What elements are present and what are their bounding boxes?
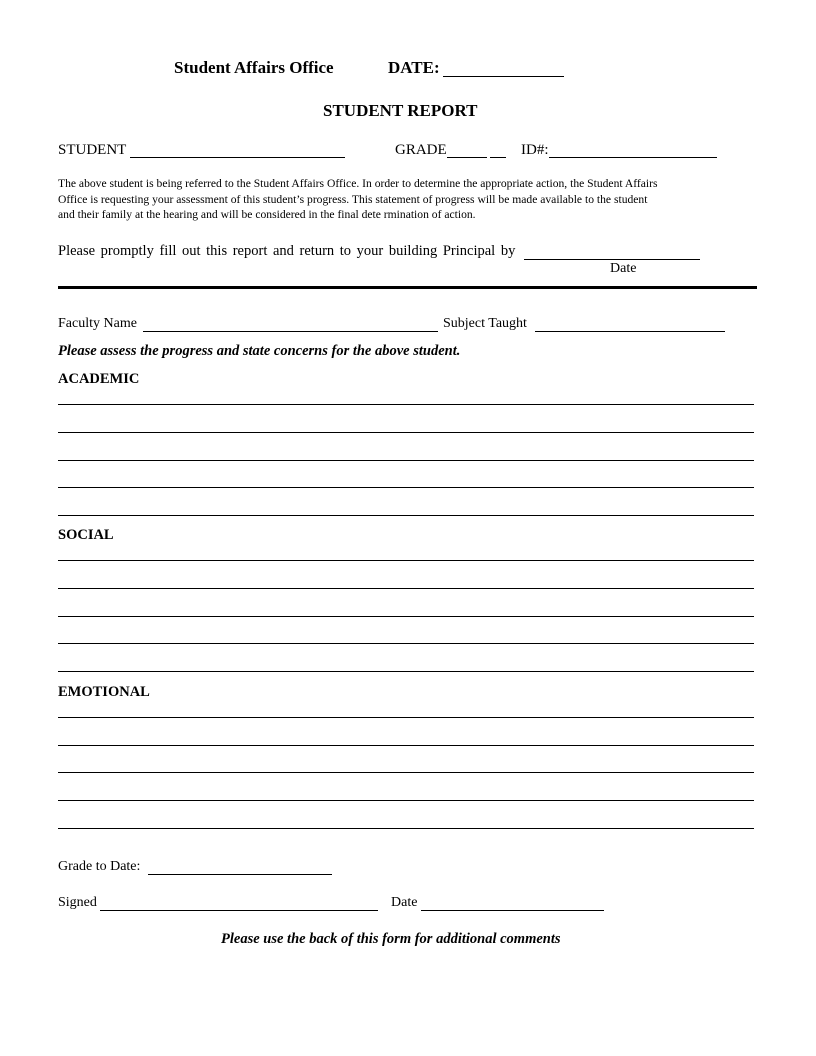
intro-line: The above student is being referred to the Student Affairs Office. In order to determine the appropriate action, the Student Affairs	[58, 177, 658, 190]
student-field[interactable]	[130, 157, 345, 158]
grade-to-date-field[interactable]	[148, 874, 332, 875]
section-divider	[58, 286, 757, 289]
emotional-line[interactable]	[58, 772, 754, 773]
grade-field[interactable]	[447, 157, 487, 158]
assessment-instruction: Please assess the progress and state concerns for the above student.	[58, 343, 461, 359]
date-field[interactable]	[443, 76, 564, 77]
subject-taught-field[interactable]	[535, 331, 725, 332]
academic-line[interactable]	[58, 460, 754, 461]
intro-paragraph	[58, 176, 758, 223]
social-heading: SOCIAL	[58, 527, 114, 543]
social-line[interactable]	[58, 671, 754, 672]
faculty-name-field[interactable]	[143, 331, 438, 332]
social-line[interactable]	[58, 560, 754, 561]
signed-date-field[interactable]	[421, 910, 604, 911]
return-instruction: Please promptly fill out this report and return to your building Principal by	[58, 243, 516, 259]
academic-heading: ACADEMIC	[58, 371, 140, 387]
intro-line: Office is requesting your assessment of this student’s progress. This statement of progress will be made available to the student	[58, 192, 648, 206]
social-line[interactable]	[58, 616, 754, 617]
emotional-line[interactable]	[58, 745, 754, 746]
return-date-caption: Date	[610, 261, 637, 276]
id-field[interactable]	[549, 157, 717, 158]
social-line[interactable]	[58, 643, 754, 644]
date-label: DATE:	[388, 58, 440, 77]
signed-date-label: Date	[391, 895, 418, 910]
return-date-field[interactable]	[524, 259, 700, 260]
grade-field-extra[interactable]	[490, 157, 506, 158]
social-line[interactable]	[58, 588, 754, 589]
signed-label: Signed	[58, 895, 97, 910]
subject-taught-label: Subject Taught	[443, 316, 527, 331]
signature-field[interactable]	[100, 910, 378, 911]
emotional-line[interactable]	[58, 828, 754, 829]
emotional-line[interactable]	[58, 717, 754, 718]
academic-line[interactable]	[58, 404, 754, 405]
report-title: STUDENT REPORT	[323, 101, 478, 120]
grade-to-date-label: Grade to Date:	[58, 859, 141, 874]
back-of-form-note: Please use the back of this form for additional comments	[221, 931, 561, 947]
academic-line[interactable]	[58, 515, 754, 516]
student-label: STUDENT	[58, 142, 127, 158]
grade-label: GRADE	[395, 142, 447, 158]
id-label: ID#:	[521, 142, 549, 158]
faculty-name-label: Faculty Name	[58, 316, 137, 331]
intro-line: and their family at the hearing and will be considered in the final dete rmination of action.	[58, 208, 476, 222]
emotional-heading: EMOTIONAL	[58, 684, 150, 700]
office-title: Student Affairs Office	[174, 58, 334, 77]
emotional-line[interactable]	[58, 800, 754, 801]
academic-line[interactable]	[58, 432, 754, 433]
academic-line[interactable]	[58, 487, 754, 488]
